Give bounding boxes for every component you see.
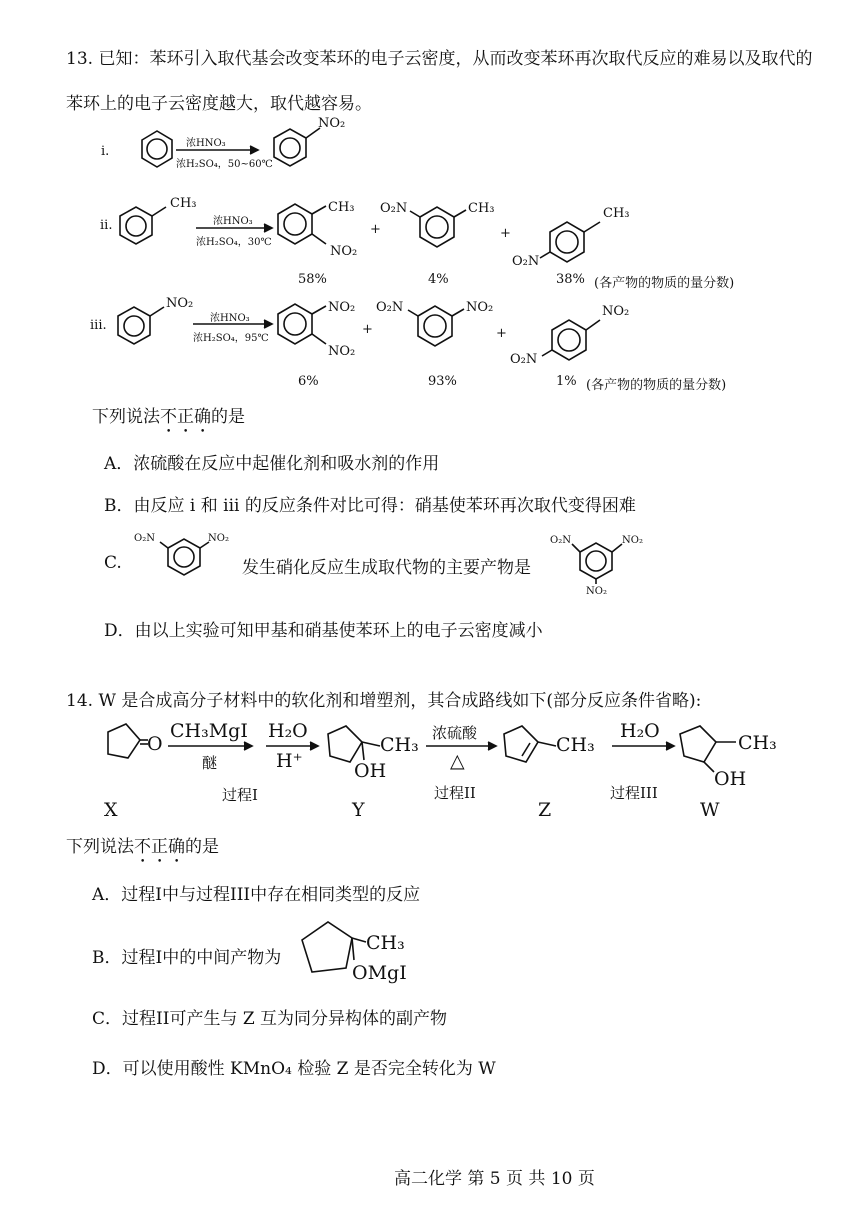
q13-option-a[interactable]: A．浓硫酸在反应中起催化剂和吸水剂的作用 — [104, 454, 440, 474]
r2-pct2: 4% — [428, 272, 449, 287]
r2-p3-sub-bottom: O₂N — [512, 254, 540, 269]
q14-name-y: Y — [352, 799, 365, 821]
q13-option-c-sub-right: NO₂ — [208, 533, 229, 544]
q14-question-post: 的是 — [185, 837, 219, 857]
r1-label: i. — [101, 144, 110, 159]
r3-pct3: 1% — [556, 374, 577, 389]
q14-process2: 过程II — [434, 784, 476, 802]
r2-p2-sub-right: CH₃ — [468, 201, 495, 216]
r2-p3-sub-top: CH₃ — [603, 206, 630, 221]
q13-option-c-sub-left: O₂N — [134, 533, 155, 544]
q14-step4-top: H₂O — [620, 720, 660, 742]
r3-pct2: 93% — [428, 374, 457, 389]
q14-name-x: X — [104, 799, 118, 821]
q14-step1-bottom: 醚 — [202, 754, 218, 772]
r2-p2-sub-left: O₂N — [380, 201, 408, 216]
r2-p1-sub-bottom: NO₂ — [330, 244, 358, 259]
r3-label: iii. — [90, 318, 107, 333]
r2-reagent-top: 浓HNO₃ — [213, 216, 253, 227]
r3-pct1: 6% — [298, 374, 319, 389]
q13-option-c-p-sub2: NO₂ — [622, 535, 643, 546]
q14-option-c[interactable]: C．过程II可产生与 Z 互为同分异构体的副产物 — [92, 1009, 448, 1029]
r3-reagent-top: 浓HNO₃ — [210, 313, 250, 324]
r3-start-sub: NO₂ — [166, 296, 194, 311]
q14-w-sub1: CH₃ — [738, 732, 777, 754]
r2-pct1: 58% — [298, 272, 327, 287]
q14-z-sub: CH₃ — [556, 734, 595, 756]
q14-option-b-sub1: CH₃ — [366, 932, 405, 954]
q13-option-c-text[interactable]: 发生硝化反应生成取代物的主要产物是 — [242, 558, 531, 578]
r3-p1-sub-top: NO₂ — [328, 300, 356, 315]
r1-reagent-bottom: 浓H₂SO₄，50~60℃ — [176, 159, 273, 170]
q13-option-c-p-sub1: O₂N — [550, 535, 571, 546]
q14-x-sub: O — [147, 733, 163, 755]
r2-label: ii. — [100, 218, 113, 233]
q13-stem-line2: 苯环上的电子云密度越大，取代越容易。 — [66, 94, 372, 114]
q13-option-d[interactable]: D．由以上实验可知甲基和硝基使苯环上的电子云密度减小 — [104, 621, 543, 641]
q14-step2-bottom: H⁺ — [276, 750, 303, 772]
q14-name-w: W — [700, 799, 720, 821]
r2-pct3: 38% — [556, 272, 585, 287]
q14-y-sub2: OH — [354, 760, 387, 782]
q14-option-a[interactable]: A．过程I中与过程III中存在相同类型的反应 — [92, 885, 421, 905]
q14-step3-top: 浓硫酸 — [432, 724, 478, 742]
q13-option-c-label[interactable]: C. — [104, 553, 122, 573]
r2-plus-1: + — [370, 222, 381, 237]
q14-step2-top: H₂O — [268, 720, 308, 742]
q13-stem-line1: 13. 已知：苯环引入取代基会改变苯环的电子云密度，从而改变苯环再次取代反应的难易以及取代的 — [66, 49, 813, 69]
q13-question-pre: 下列说法 — [92, 407, 160, 427]
r2-start-sub: CH₃ — [170, 196, 197, 211]
q14-option-b-sub2: OMgI — [352, 962, 407, 984]
r1-reagent-top: 浓HNO₃ — [186, 138, 226, 149]
r2-plus-2: + — [500, 226, 511, 241]
r2-note: (各产物的物质的量分数) — [594, 276, 735, 291]
r2-p1-sub-top: CH₃ — [328, 200, 355, 215]
q13-question-post: 的是 — [211, 407, 245, 427]
q13-option-b[interactable]: B．由反应 i 和 iii 的反应条件对比可得：硝基使苯环再次取代变得困难 — [104, 496, 636, 516]
q13-question-emph: 不正确 — [160, 407, 211, 427]
r3-plus-1: + — [362, 322, 373, 337]
r3-reagent-bottom: 浓H₂SO₄，95℃ — [193, 333, 269, 344]
q14-question-emph: 不正确 — [134, 837, 185, 857]
r3-p3-sub-bottom: O₂N — [510, 352, 538, 367]
page-footer: 高二化学 第 5 页 共 10 页 — [394, 1169, 595, 1189]
r3-p1-sub-bottom: NO₂ — [328, 344, 356, 359]
r1-product-sub: NO₂ — [318, 116, 346, 131]
r3-p3-sub-top: NO₂ — [602, 304, 630, 319]
q14-process3: 过程III — [610, 784, 658, 802]
q14-question-pre: 下列说法 — [66, 837, 134, 857]
q14-option-d[interactable]: D．可以使用酸性 KMnO₄ 检验 Z 是否完全转化为 W — [92, 1059, 496, 1079]
r2-reagent-bottom: 浓H₂SO₄，30℃ — [196, 237, 272, 248]
q14-process1: 过程I — [222, 786, 258, 804]
q14-option-b-text[interactable]: B．过程I中的中间产物为 — [92, 948, 282, 968]
q13-option-c-p-sub3: NO₂ — [586, 586, 607, 597]
r3-plus-2: + — [496, 326, 507, 341]
q14-w-sub2: OH — [714, 768, 747, 790]
q14-name-z: Z — [538, 799, 552, 821]
q14-y-sub1: CH₃ — [380, 734, 419, 756]
q14-step3-bottom: △ — [450, 750, 465, 772]
r3-note: (各产物的物质的量分数) — [586, 378, 727, 393]
q14-step1-top: CH₃MgI — [170, 720, 248, 742]
r3-p2-sub-left: O₂N — [376, 300, 404, 315]
q14-stem: 14. W 是合成高分子材料中的软化剂和增塑剂，其合成路线如下(部分反应条件省略): — [66, 691, 702, 711]
r3-p2-sub-right: NO₂ — [466, 300, 494, 315]
